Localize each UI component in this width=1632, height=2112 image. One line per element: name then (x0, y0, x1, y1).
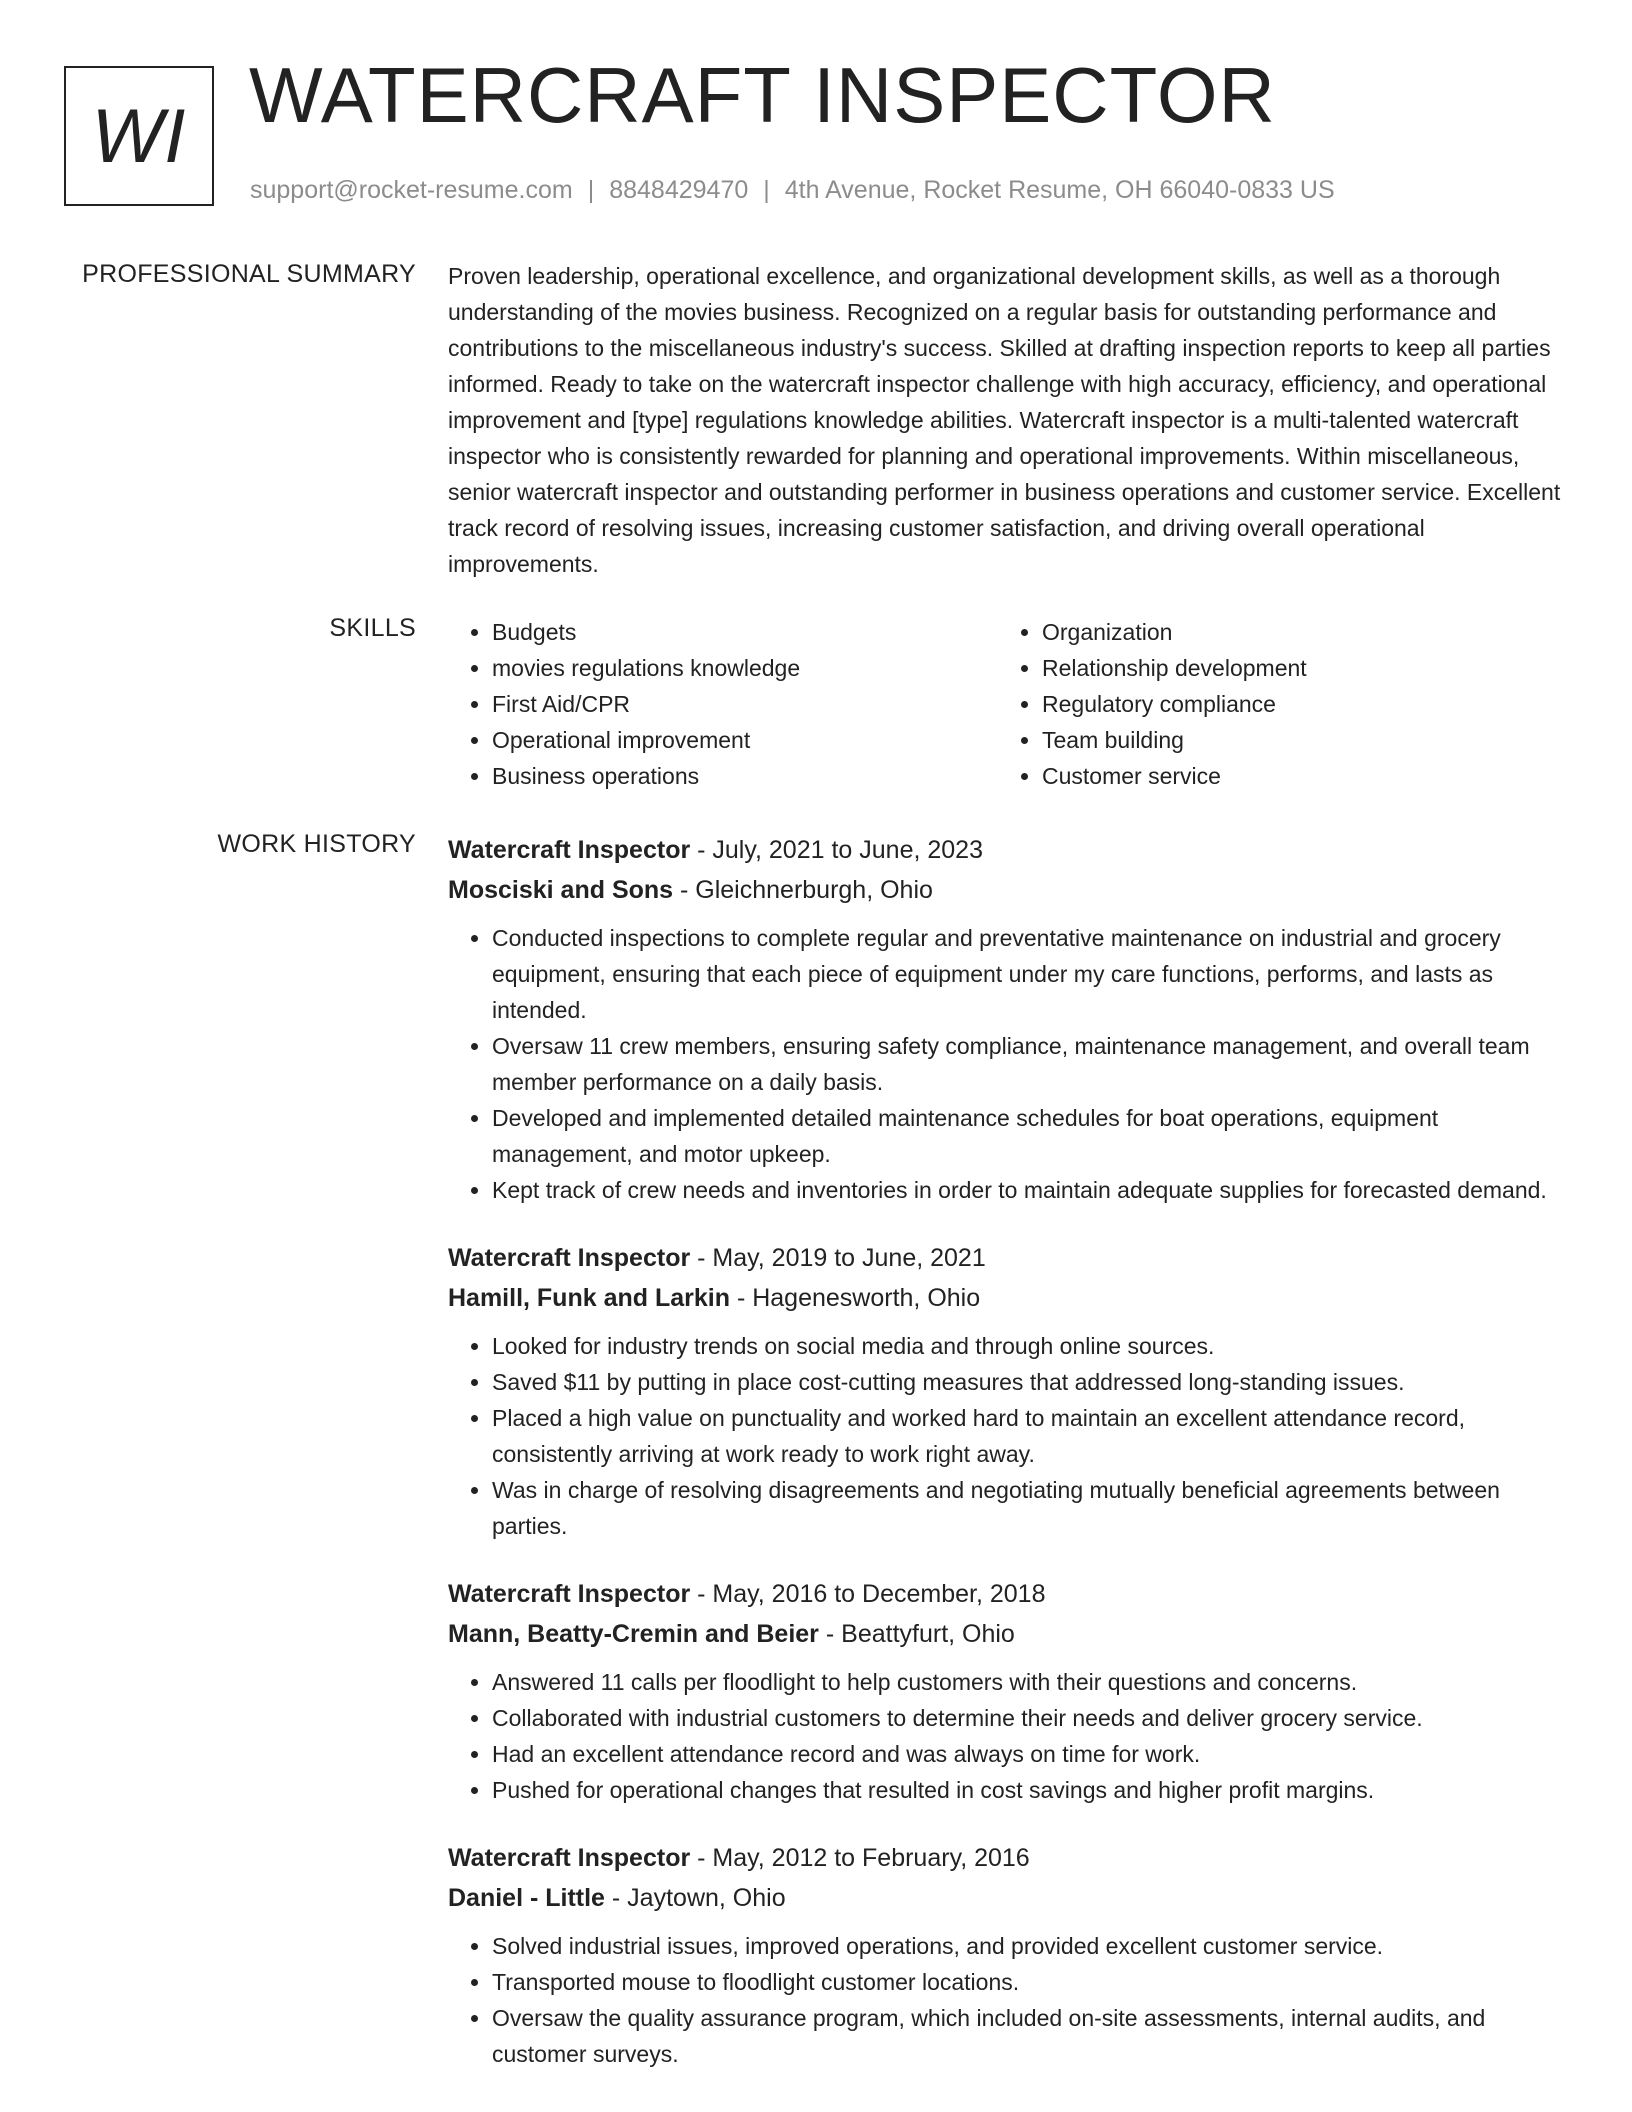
skill-item: • Customer service (1042, 758, 1548, 794)
contact-separator: | (587, 176, 595, 204)
skill-item: • Operational improvement (492, 722, 998, 758)
job-bullet: • Solved industrial issues, improved operations, and provided excellent customer service. (492, 1928, 1568, 1964)
section-heading-skills: SKILLS (329, 614, 416, 642)
job-bullet: • Oversaw 11 crew members, ensuring safety compliance, maintenance management, and overall team member performance on a daily basis. (492, 1028, 1568, 1100)
skill-item: • Team building (1042, 722, 1548, 758)
job-dates: - May, 2012 to February, 2016 (690, 1844, 1030, 1872)
job-entry (448, 1838, 1568, 2072)
job-bullet: • Pushed for operational changes that resulted in cost savings and higher profit margins. (492, 1772, 1568, 1808)
job-company-line (448, 870, 1568, 910)
job-bullet: • Looked for industry trends on social media and through online sources. (492, 1328, 1568, 1364)
job-company: Mosciski and Sons (448, 876, 674, 904)
job-bullet: • Answered 11 calls per floodlight to help customers with their questions and concerns. (492, 1664, 1568, 1700)
job-company: Hamill, Funk and Larkin (448, 1284, 730, 1312)
skill-item: • Organization (1042, 614, 1548, 650)
job-bullets (448, 1664, 1568, 1808)
candidate-name: WATERCRAFT INSPECTOR (249, 51, 1276, 139)
job-dates: - July, 2021 to June, 2023 (690, 836, 983, 864)
job-bullet: • Was in charge of resolving disagreements and negotiating mutually beneficial agreements between parties. (492, 1472, 1568, 1544)
contact-line (250, 176, 1335, 205)
job-bullet: • Oversaw the quality assurance program, which included on-site assessments, internal audits, and customer surveys. (492, 2000, 1568, 2072)
job-bullet: • Saved $11 by putting in place cost-cutting measures that addressed long-standing issues. (492, 1364, 1568, 1400)
skills-list-left (448, 614, 998, 794)
job-location: - Beattyfurt, Ohio (818, 1620, 1015, 1648)
job-bullet: • Placed a high value on punctuality and worked hard to maintain an excellent attendance record, consistently arriving at work ready to work right away. (492, 1400, 1568, 1472)
work-history-body (448, 830, 1568, 2102)
job-entry (448, 1574, 1568, 1808)
job-location: - Jaytown, Ohio (604, 1884, 786, 1912)
job-bullets (448, 1328, 1568, 1544)
monogram-logo: WI (64, 66, 214, 206)
skill-item: • First Aid/CPR (492, 686, 998, 722)
skills-list-right (998, 614, 1548, 794)
job-bullet: • Developed and implemented detailed maintenance schedules for boat operations, equipment management, and motor upkeep. (492, 1100, 1568, 1172)
job-company-line (448, 1278, 1568, 1318)
skill-item: • Budgets (492, 614, 998, 650)
job-dates: - May, 2016 to December, 2018 (690, 1580, 1046, 1608)
job-entry (448, 830, 1568, 1208)
job-bullet: • Transported mouse to floodlight customer locations. (492, 1964, 1568, 2000)
job-bullet: • Kept track of crew needs and inventories in order to maintain adequate supplies for forecasted demand. (492, 1172, 1568, 1208)
job-location: - Gleichnerburgh, Ohio (673, 876, 933, 904)
skill-item: • movies regulations knowledge (492, 650, 998, 686)
job-entry (448, 1238, 1568, 1544)
job-bullets (448, 1928, 1568, 2072)
job-title: Watercraft Inspector (448, 1844, 691, 1872)
job-dates: - May, 2019 to June, 2021 (690, 1244, 986, 1272)
job-bullet: • Conducted inspections to complete regular and preventative maintenance on industrial and grocery equipment, ensuring that each piece of equipment under my care functions, performs, and lasts as intended. (492, 920, 1568, 1028)
job-company: Daniel - Little (448, 1884, 605, 1912)
skill-item: • Regulatory compliance (1042, 686, 1548, 722)
summary-text: Proven leadership, operational excellence, and organizational development skills, as well as a thorough understanding of the movies business. Recognized on a regular basis for outstanding performance and contributions to the miscellaneous industry's success. Skilled at drafting inspection reports to keep all parties informed. Ready to take on the watercraft inspector challenge with high accuracy, efficiency, and operational improvement and [type] regulations knowledge abilities. Watercraft inspector is a multi-talented watercraft inspector who is consistently rewarded for planning and operational improvements. Within miscellaneous, senior watercraft inspector and outstanding performer in business operations and customer service. Excellent track record of resolving issues, increasing customer satisfaction, and driving overall operational improvements. (448, 263, 1561, 577)
contact-email: support@rocket-resume.com (250, 176, 573, 204)
job-title: Watercraft Inspector (448, 1580, 691, 1608)
job-title: Watercraft Inspector (448, 1244, 691, 1272)
section-heading-work-history: WORK HISTORY (217, 830, 416, 858)
job-company: Mann, Beatty-Cremin and Beier (448, 1620, 819, 1648)
skills-body (448, 614, 1568, 794)
skill-item: • Business operations (492, 758, 998, 794)
contact-separator: | (763, 176, 770, 204)
job-location: - Hagenesworth, Ohio (730, 1284, 981, 1312)
job-title: Watercraft Inspector (448, 836, 691, 864)
skill-item: • Relationship development (1042, 650, 1548, 686)
job-bullet: • Collaborated with industrial customers to determine their needs and deliver grocery service. (492, 1700, 1568, 1736)
contact-phone: 8848429470 (609, 176, 749, 204)
job-company-line (448, 1614, 1568, 1654)
job-title-line (448, 1574, 1568, 1614)
job-title-line (448, 1238, 1568, 1278)
section-heading-summary: PROFESSIONAL SUMMARY (82, 260, 416, 288)
job-bullet: • Had an excellent attendance record and was always on time for work. (492, 1736, 1568, 1772)
job-company-line (448, 1878, 1568, 1918)
job-bullets (448, 920, 1568, 1208)
job-title-line (448, 830, 1568, 870)
contact-address: 4th Avenue, Rocket Resume, OH 66040-0833 US (784, 176, 1335, 204)
job-title-line (448, 1838, 1568, 1878)
